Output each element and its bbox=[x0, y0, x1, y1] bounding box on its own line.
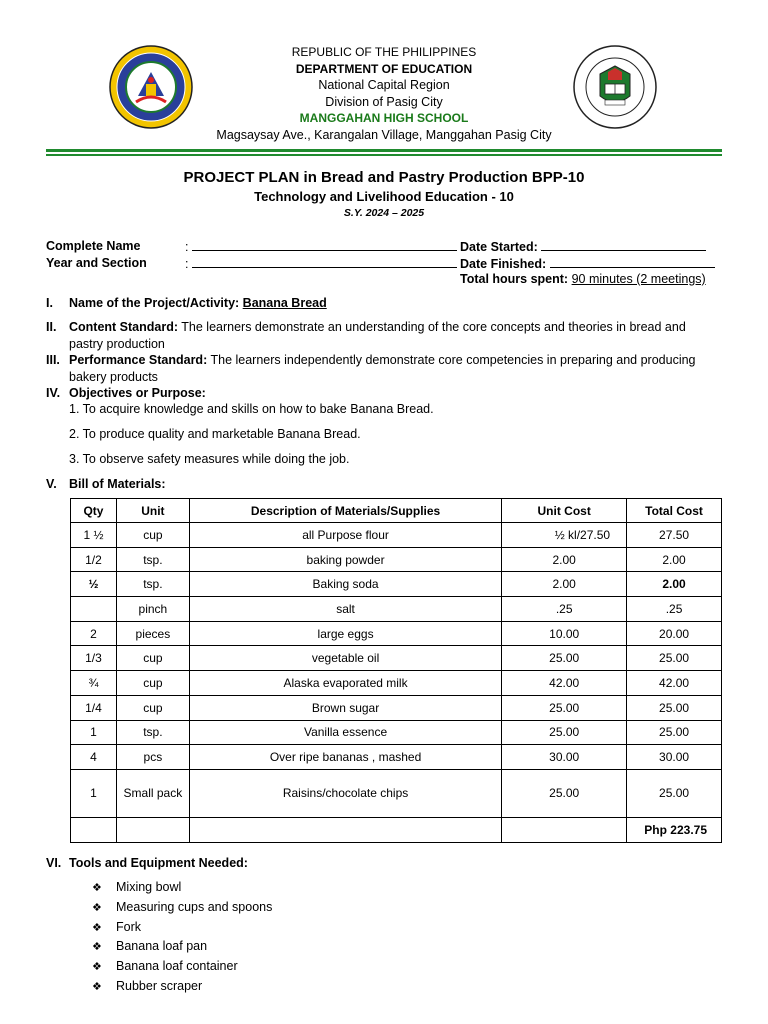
year-section-label: Year and Section bbox=[46, 255, 147, 270]
tool-label: Rubber scraper bbox=[116, 978, 203, 993]
table-header-row bbox=[71, 499, 722, 523]
column-header: Qty bbox=[71, 499, 117, 523]
qty-cell: 1/3 bbox=[71, 646, 117, 671]
tool-label: Banana loaf container bbox=[116, 959, 238, 974]
section-number: II. bbox=[46, 320, 57, 334]
unit-cell: cup bbox=[116, 523, 189, 548]
unit-cost-cell: 2.00 bbox=[502, 547, 627, 572]
unit-cell: tsp. bbox=[116, 720, 189, 745]
department-line: DEPARTMENT OF EDUCATION bbox=[295, 61, 473, 76]
table-row bbox=[71, 695, 722, 720]
subject-title: Technology and Livelihood Education - 10 bbox=[254, 189, 514, 204]
qty-cell: 4 bbox=[71, 745, 117, 770]
total-cost-cell: 25.00 bbox=[627, 646, 722, 671]
unit-cost-cell: .25 bbox=[502, 597, 627, 622]
list-item bbox=[92, 957, 272, 977]
date-started-label: Date Started: bbox=[460, 240, 538, 254]
total-cost-cell: 20.00 bbox=[627, 621, 722, 646]
document-title-block bbox=[0, 168, 768, 221]
section-performance-standard bbox=[46, 352, 722, 385]
diamond-bullet-icon: ❖ bbox=[92, 980, 102, 993]
diamond-bullet-icon: ❖ bbox=[92, 921, 102, 934]
description-cell: vegetable oil bbox=[189, 646, 501, 671]
year-section-field[interactable] bbox=[192, 255, 457, 268]
section-content-standard bbox=[46, 319, 722, 352]
bill-of-materials-table bbox=[70, 498, 722, 843]
table-row bbox=[71, 745, 722, 770]
colon: : bbox=[185, 240, 189, 254]
unit-cell: pcs bbox=[116, 745, 189, 770]
tool-label: Measuring cups and spoons bbox=[116, 899, 273, 914]
total-cost-cell: .25 bbox=[627, 597, 722, 622]
empty-cell bbox=[116, 817, 189, 842]
table-row bbox=[71, 523, 722, 548]
colon: : bbox=[185, 256, 189, 271]
diamond-bullet-icon: ❖ bbox=[92, 961, 102, 974]
qty-cell: 1 ½ bbox=[71, 523, 117, 548]
region-line: National Capital Region bbox=[318, 78, 450, 92]
table-row bbox=[71, 572, 722, 597]
section-number: I. bbox=[46, 296, 53, 310]
diamond-bullet-icon: ❖ bbox=[92, 882, 102, 894]
tool-label: Mixing bowl bbox=[116, 880, 182, 894]
student-info-fields bbox=[46, 238, 722, 288]
qty-cell: ¾ bbox=[71, 671, 117, 696]
description-cell: salt bbox=[189, 597, 501, 622]
objective-item: 2. To produce quality and marketable Banana Bread. bbox=[69, 427, 361, 441]
section-label: Content Standard: bbox=[69, 320, 179, 334]
unit-cell: pieces bbox=[116, 621, 189, 646]
unit-cell: cup bbox=[116, 646, 189, 671]
table-row bbox=[71, 597, 722, 622]
complete-name-field[interactable] bbox=[192, 238, 457, 251]
section-label: Objectives or Purpose: bbox=[69, 386, 206, 400]
list-item bbox=[92, 977, 272, 997]
description-cell: all Purpose flour bbox=[189, 523, 501, 548]
total-cost-cell: 42.00 bbox=[627, 671, 722, 696]
tool-label: Fork bbox=[116, 919, 141, 934]
qty-cell: ½ bbox=[71, 572, 117, 597]
grand-total-cell: Php 223.75 bbox=[627, 817, 722, 842]
table-row bbox=[71, 621, 722, 646]
section-number: III. bbox=[46, 353, 60, 367]
description-cell: Alaska evaporated milk bbox=[189, 671, 501, 696]
description-cell: Baking soda bbox=[189, 572, 501, 597]
section-bill-of-materials bbox=[46, 476, 722, 493]
section-objectives bbox=[46, 385, 722, 402]
column-header: Total Cost bbox=[627, 499, 722, 523]
school-year: S.Y. 2024 – 2025 bbox=[343, 207, 425, 219]
total-cost-cell: 30.00 bbox=[627, 745, 722, 770]
school-name: MANGGAHAN HIGH SCHOOL bbox=[299, 111, 469, 125]
list-item bbox=[92, 878, 272, 898]
description-cell: large eggs bbox=[189, 621, 501, 646]
diamond-bullet-icon: ❖ bbox=[92, 941, 102, 954]
empty-cell bbox=[502, 817, 627, 842]
date-started-field[interactable] bbox=[541, 238, 706, 251]
total-hours-label: Total hours spent: bbox=[460, 272, 569, 286]
qty-cell: 1 bbox=[71, 720, 117, 745]
section-number: IV. bbox=[46, 386, 61, 400]
tool-label: Banana loaf pan bbox=[116, 939, 208, 954]
description-cell: baking powder bbox=[189, 547, 501, 572]
qty-cell: 1 bbox=[71, 769, 117, 817]
tools-list bbox=[92, 878, 272, 997]
qty-cell bbox=[71, 597, 117, 622]
content-standard-text: The learners demonstrate an understanding of the core concepts and theories in bread and pastry production bbox=[69, 320, 686, 351]
unit-cost-cell: 25.00 bbox=[502, 646, 627, 671]
table-total-row bbox=[71, 817, 722, 842]
total-cost-cell: 25.00 bbox=[627, 720, 722, 745]
unit-cell: Small pack bbox=[116, 769, 189, 817]
table-row bbox=[71, 769, 722, 817]
description-cell: Raisins/chocolate chips bbox=[189, 769, 501, 817]
unit-cost-cell: ½ kl/27.50 bbox=[502, 523, 627, 548]
section-number: VI. bbox=[46, 856, 62, 870]
qty-cell: 1/2 bbox=[71, 547, 117, 572]
description-cell: Over ripe bananas , mashed bbox=[189, 745, 501, 770]
column-header: Description of Materials/Supplies bbox=[189, 499, 501, 523]
table-row bbox=[71, 671, 722, 696]
unit-cell: cup bbox=[116, 671, 189, 696]
unit-cost-cell: 25.00 bbox=[502, 720, 627, 745]
section-label: Bill of Materials: bbox=[69, 477, 166, 491]
total-cost-cell: 2.00 bbox=[627, 547, 722, 572]
qty-cell: 1/4 bbox=[71, 695, 117, 720]
empty-cell bbox=[189, 817, 501, 842]
division-line: Division of Pasig City bbox=[325, 94, 443, 109]
date-finished-field[interactable] bbox=[550, 255, 715, 268]
column-header: Unit Cost bbox=[502, 499, 627, 523]
unit-cost-cell: 25.00 bbox=[502, 769, 627, 817]
project-name-value: Banana Bread bbox=[242, 296, 327, 310]
complete-name-label: Complete Name bbox=[46, 239, 141, 253]
list-item bbox=[92, 898, 272, 918]
date-finished-label: Date Finished: bbox=[460, 256, 547, 271]
unit-cost-cell: 25.00 bbox=[502, 695, 627, 720]
list-item bbox=[92, 918, 272, 938]
objective-item: 1. To acquire knowledge and skills on how to bake Banana Bread. bbox=[69, 402, 434, 416]
section-label: Tools and Equipment Needed: bbox=[69, 856, 248, 870]
letterhead bbox=[150, 44, 618, 143]
unit-cost-cell: 2.00 bbox=[502, 572, 627, 597]
total-cost-cell: 27.50 bbox=[627, 523, 722, 548]
empty-cell bbox=[71, 817, 117, 842]
total-cost-cell: 25.00 bbox=[627, 695, 722, 720]
section-project-name bbox=[46, 295, 722, 312]
unit-cell: pinch bbox=[116, 597, 189, 622]
total-hours-value: 90 minutes (2 meetings) bbox=[571, 272, 706, 286]
performance-standard-text: The learners independently demonstrate core competencies in preparing and producing bakery products bbox=[69, 353, 696, 384]
section-label: Performance Standard: bbox=[69, 353, 208, 367]
unit-cell: tsp. bbox=[116, 572, 189, 597]
document-title: PROJECT PLAN in Bread and Pastry Production BPP-10 bbox=[183, 169, 585, 186]
unit-cell: tsp. bbox=[116, 547, 189, 572]
qty-cell: 2 bbox=[71, 621, 117, 646]
table-row bbox=[71, 646, 722, 671]
section-label: Name of the Project/Activity: bbox=[69, 296, 240, 310]
section-number: V. bbox=[46, 477, 57, 491]
diamond-bullet-icon: ❖ bbox=[92, 901, 102, 914]
section-tools bbox=[46, 855, 722, 872]
unit-cost-cell: 10.00 bbox=[502, 621, 627, 646]
table-row bbox=[71, 547, 722, 572]
header-divider bbox=[46, 149, 722, 152]
unit-cell: cup bbox=[116, 695, 189, 720]
republic-line: REPUBLIC OF THE PHILIPPINES bbox=[291, 45, 477, 59]
school-address: Magsaysay Ave., Karangalan Village, Manggahan Pasig City bbox=[216, 127, 552, 142]
total-cost-cell: 25.00 bbox=[627, 769, 722, 817]
description-cell: Vanilla essence bbox=[189, 720, 501, 745]
unit-cost-cell: 30.00 bbox=[502, 745, 627, 770]
table-row bbox=[71, 720, 722, 745]
description-cell: Brown sugar bbox=[189, 695, 501, 720]
unit-cost-cell: 42.00 bbox=[502, 671, 627, 696]
objective-item: 3. To observe safety measures while doing the job. bbox=[69, 452, 350, 466]
total-cost-cell: 2.00 bbox=[627, 572, 722, 597]
list-item bbox=[92, 937, 272, 957]
column-header: Unit bbox=[116, 499, 189, 523]
header-divider-secondary bbox=[46, 154, 722, 156]
